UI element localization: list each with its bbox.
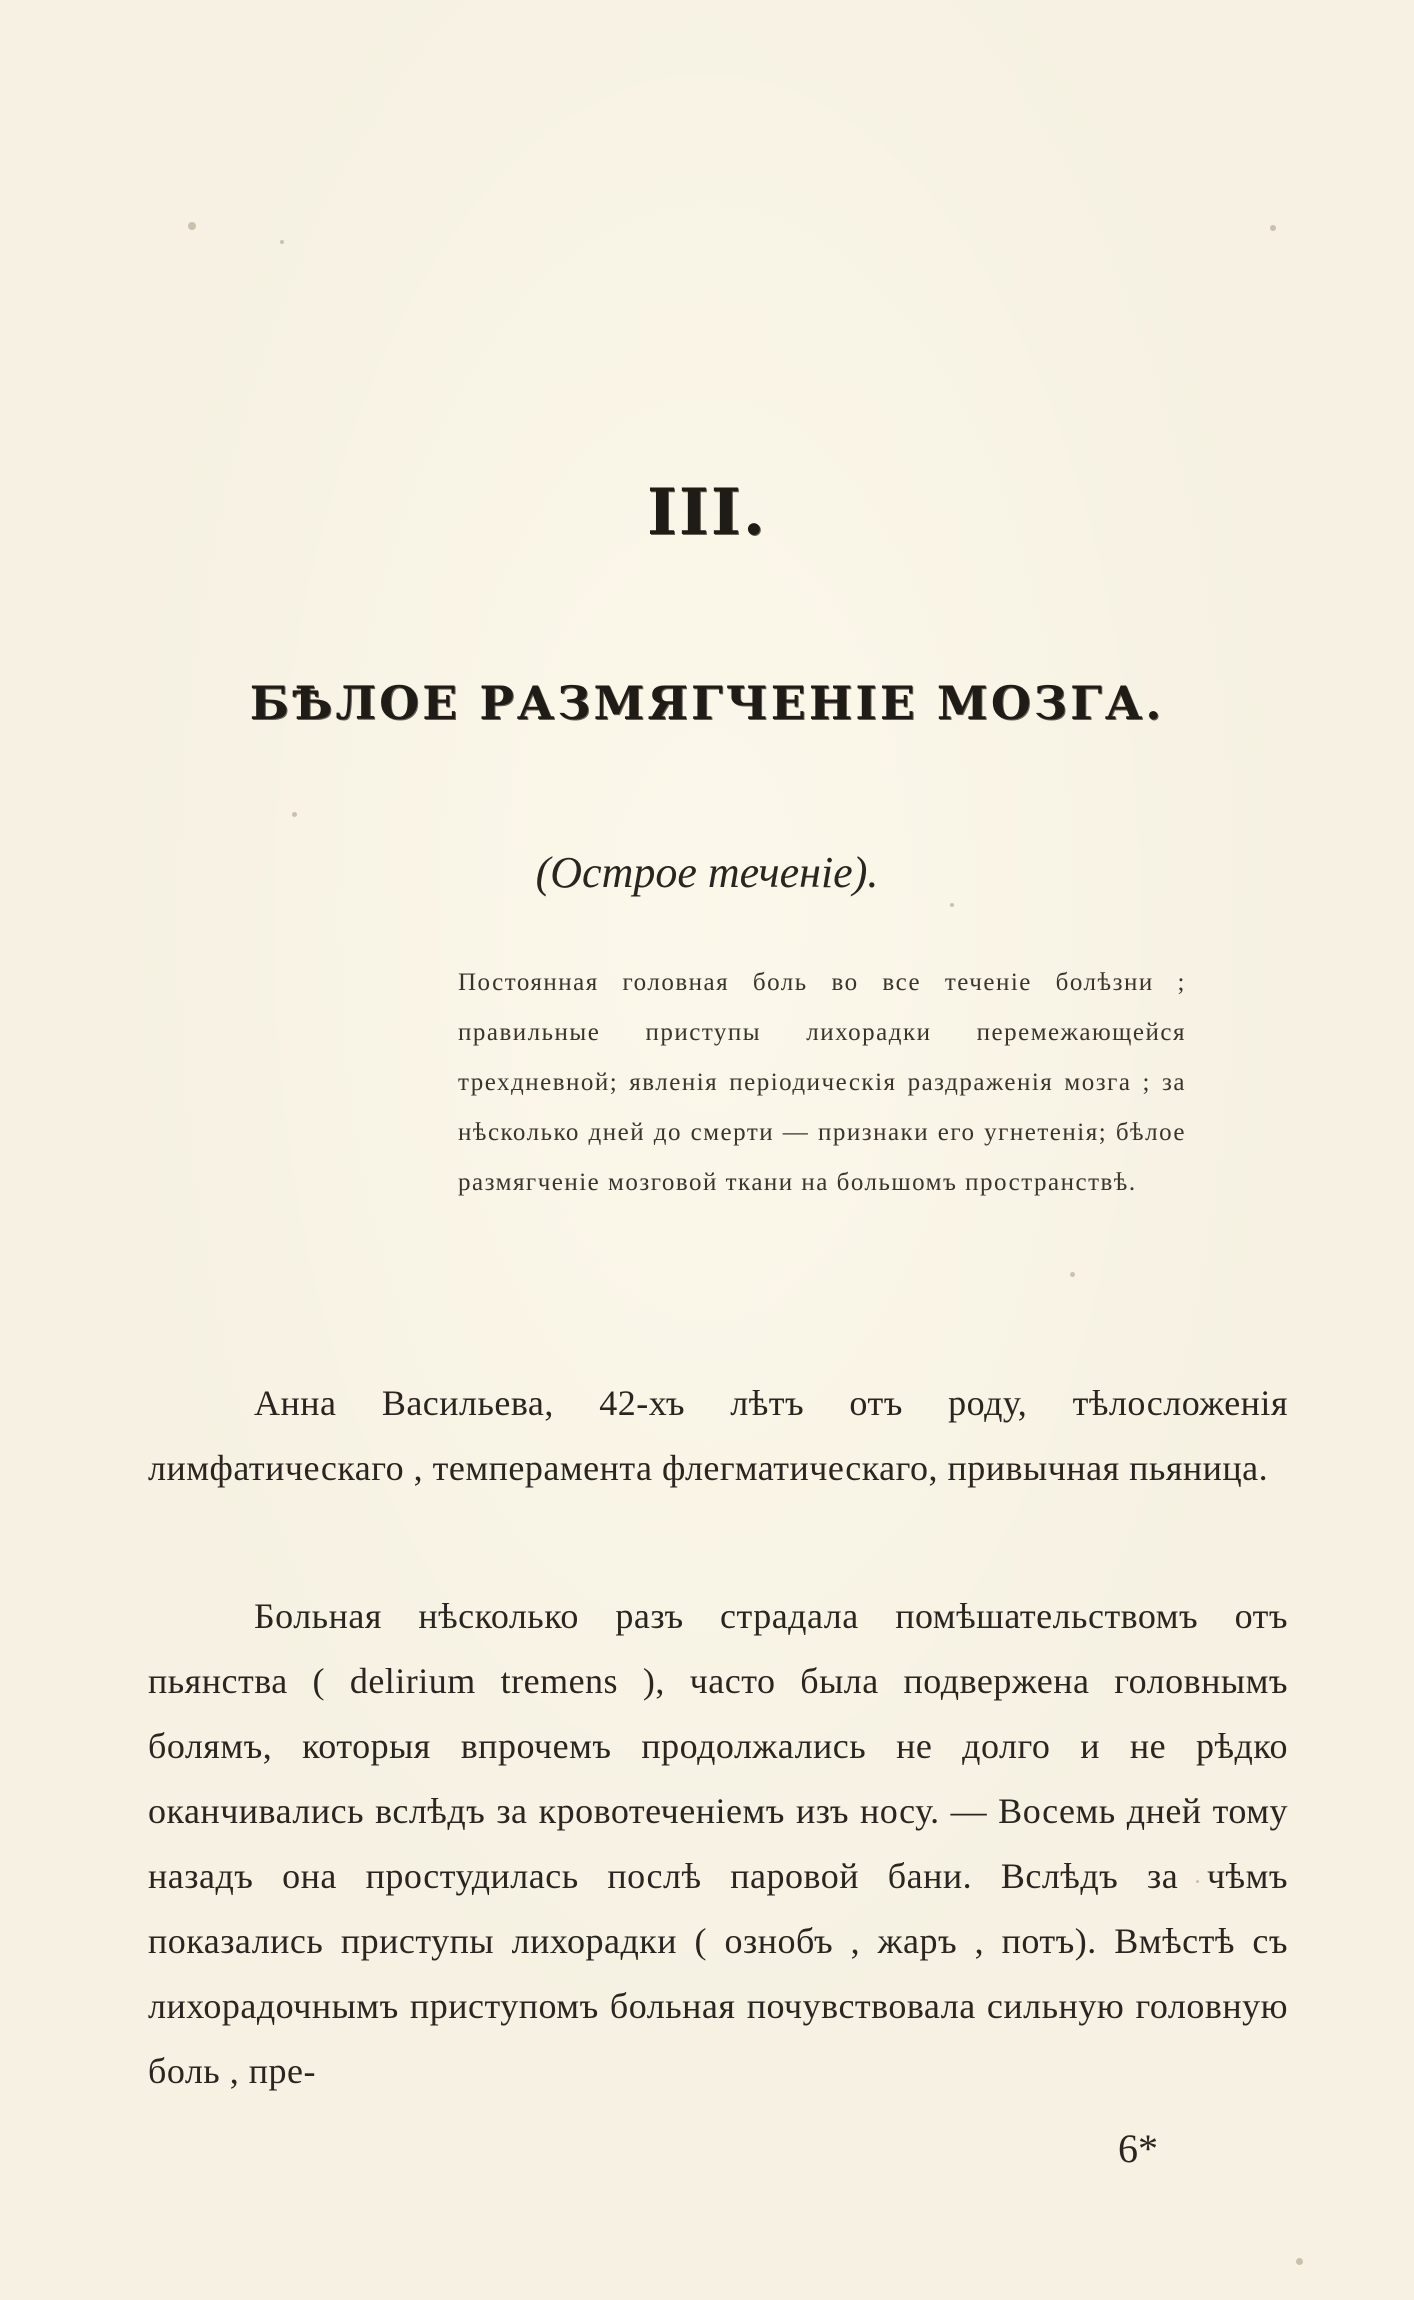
ink-speck — [1070, 1272, 1075, 1277]
page-number: 6* — [1118, 2126, 1158, 2171]
ink-speck — [1296, 2258, 1303, 2265]
ink-speck — [1270, 225, 1276, 231]
ink-speck — [292, 812, 297, 817]
ink-speck — [280, 240, 284, 244]
body-paragraph: Анна Васильева, 42-хъ лѣтъ отъ роду, тѣлосложенія лимфатическаго , темперамента флегматическаго, привычная пьяница. — [148, 1383, 1288, 1488]
body-paragraph: Больная нѣсколько разъ страдала помѣшательствомъ отъ пьянства ( delirium tremens ), часто была подвержена головнымъ болямъ, которыя впрочемъ продолжались не долго и не рѣдко оканчивались вслѣдъ за кровотеченіемъ изъ носу. — Восемь дней тому назадъ она простудилась послѣ паровой бани. Вслѣдъ за чѣмъ показались приступы лихорадки ( ознобъ , жаръ , потъ). Вмѣстѣ съ лихорадочнымъ приступомъ больная почувствовала сильную головную боль , пре- — [148, 1596, 1288, 2091]
chapter-number: III. — [646, 475, 768, 550]
ink-speck — [950, 903, 954, 907]
ink-speck — [188, 222, 196, 230]
chapter-summary: Постоянная головная боль во все теченіе болѣзни ; правильные приступы лихорадки перемежающейся трехдневной; явленія періодическія раздраженія мозга ; за нѣсколько дней до смерти — признаки его угнетенія; бѣлое размягченіе мозговой ткани на большомъ пространствѣ. — [458, 969, 1186, 1196]
chapter-title: БѢЛОЕ РАЗМЯГЧЕНІЕ МОЗГА. — [249, 676, 1165, 730]
chapter-subtitle: (Острое теченіе). — [535, 848, 879, 897]
